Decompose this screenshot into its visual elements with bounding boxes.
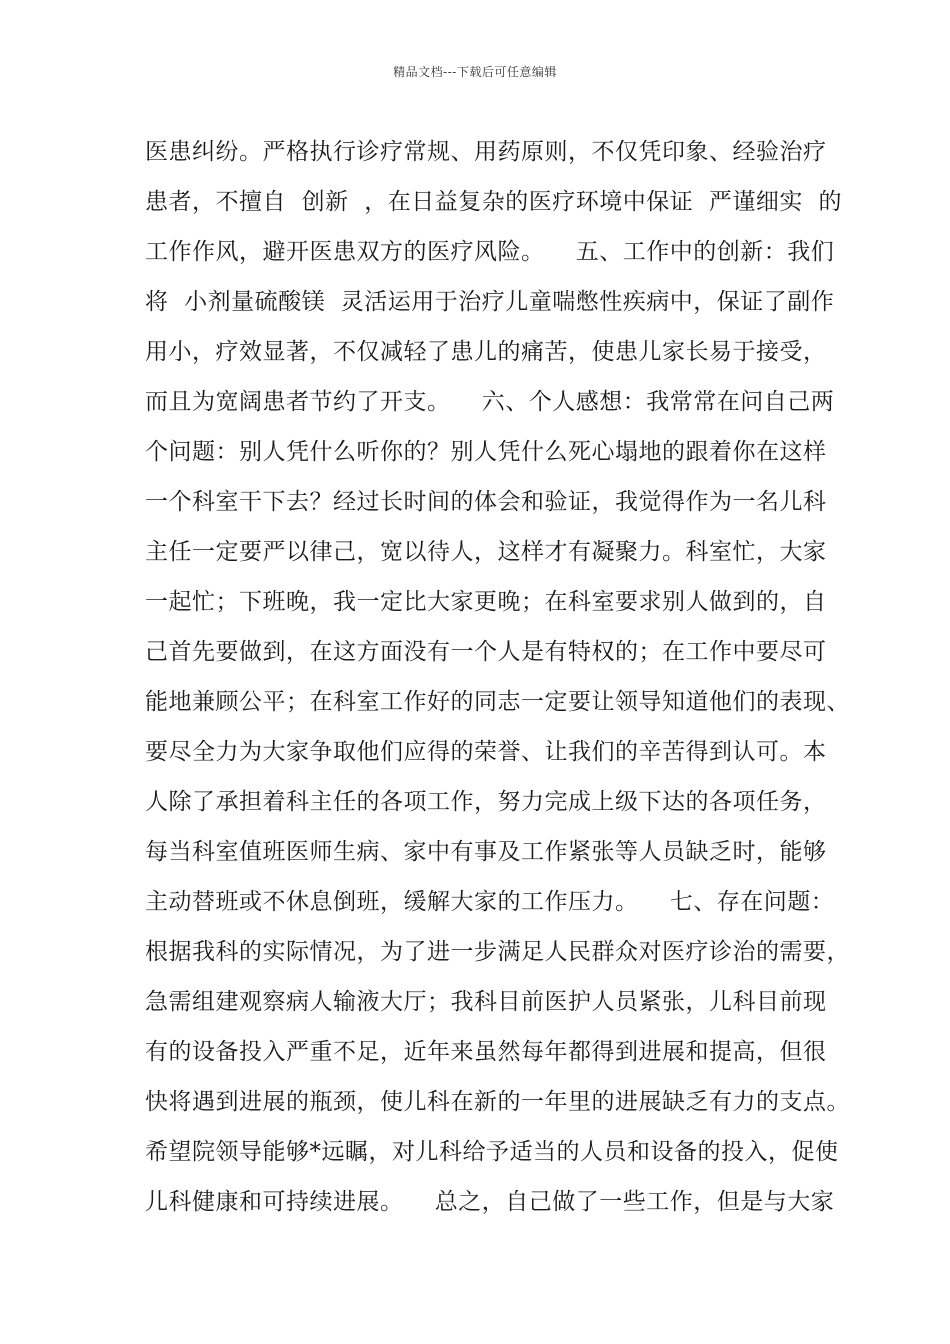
text-line: 有的设备投入严重不足，近年来虽然每年都得到进展和提高，但很 bbox=[145, 1039, 827, 1065]
text-line: 根据我科的实际情况，为了进一步满足人民群众对医疗诊治的需要， bbox=[145, 939, 850, 965]
text-line: 人除了承担着科主任的各项工作，努力完成上级下达的各项任务， bbox=[145, 789, 827, 815]
text-line: 儿科健康和可持续进展。 总之，自己做了一些工作，但是与大家 bbox=[145, 1189, 835, 1215]
text-line: 用小，疗效显著，不仅减轻了患儿的痛苦，使患儿家长易于接受， bbox=[145, 339, 827, 365]
text-line: 能地兼顾公平；在科室工作好的同志一定要让领导知道他们的表现、 bbox=[145, 689, 850, 715]
body-text bbox=[145, 127, 850, 1227]
text-line: 主动替班或不休息倒班，缓解大家的工作压力。 七、存在问题： bbox=[145, 889, 835, 915]
text-line: 个问题：别人凭什么听你的？别人凭什么死心塌地的跟着你在这样 bbox=[145, 439, 827, 465]
text-line: 希望院领导能够*远瞩，对儿科给予适当的人员和设备的投入，促使 bbox=[145, 1139, 839, 1165]
text-line: 己首先要做到，在这方面没有一个人是有特权的；在工作中要尽可 bbox=[145, 639, 827, 665]
text-line: 主任一定要严以律己，宽以待人，这样才有凝聚力。科室忙，大家 bbox=[145, 539, 827, 565]
text-line: 一个科室干下去？经过长时间的体会和验证，我觉得作为一名儿科 bbox=[145, 489, 827, 515]
text-line: 将 小剂量硫酸镁 灵活运用于治疗儿童喘憋性疾病中，保证了副作 bbox=[145, 289, 835, 315]
text-line: 一起忙；下班晚，我一定比大家更晚；在科室要求别人做到的，自 bbox=[145, 589, 827, 615]
text-line: 而且为宽阔患者节约了开支。 六、个人感想：我常常在问自己两 bbox=[145, 389, 835, 415]
page-header: 精品文档---下载后可任意编辑 bbox=[393, 65, 557, 79]
text-line: 要尽全力为大家争取他们应得的荣誉、让我们的辛苦得到认可。本 bbox=[145, 739, 827, 765]
text-line: 快将遇到进展的瓶颈，使儿科在新的一年里的进展缺乏有力的支点。 bbox=[145, 1089, 850, 1115]
text-line: 急需组建观察病人输液大厅；我科目前医护人员紧张，儿科目前现 bbox=[145, 989, 827, 1015]
text-line: 每当科室值班医师生病、家中有事及工作紧张等人员缺乏时，能够 bbox=[145, 839, 827, 865]
text-line: 患者，不擅自 创新 ，在日益复杂的医疗环境中保证 严谨细实 的 bbox=[145, 189, 842, 215]
text-line: 医患纠纷。严格执行诊疗常规、用药原则，不仅凭印象、经验治疗 bbox=[145, 139, 827, 165]
text-line: 工作作风，避开医患双方的医疗风险。 五、工作中的创新：我们 bbox=[145, 239, 835, 265]
